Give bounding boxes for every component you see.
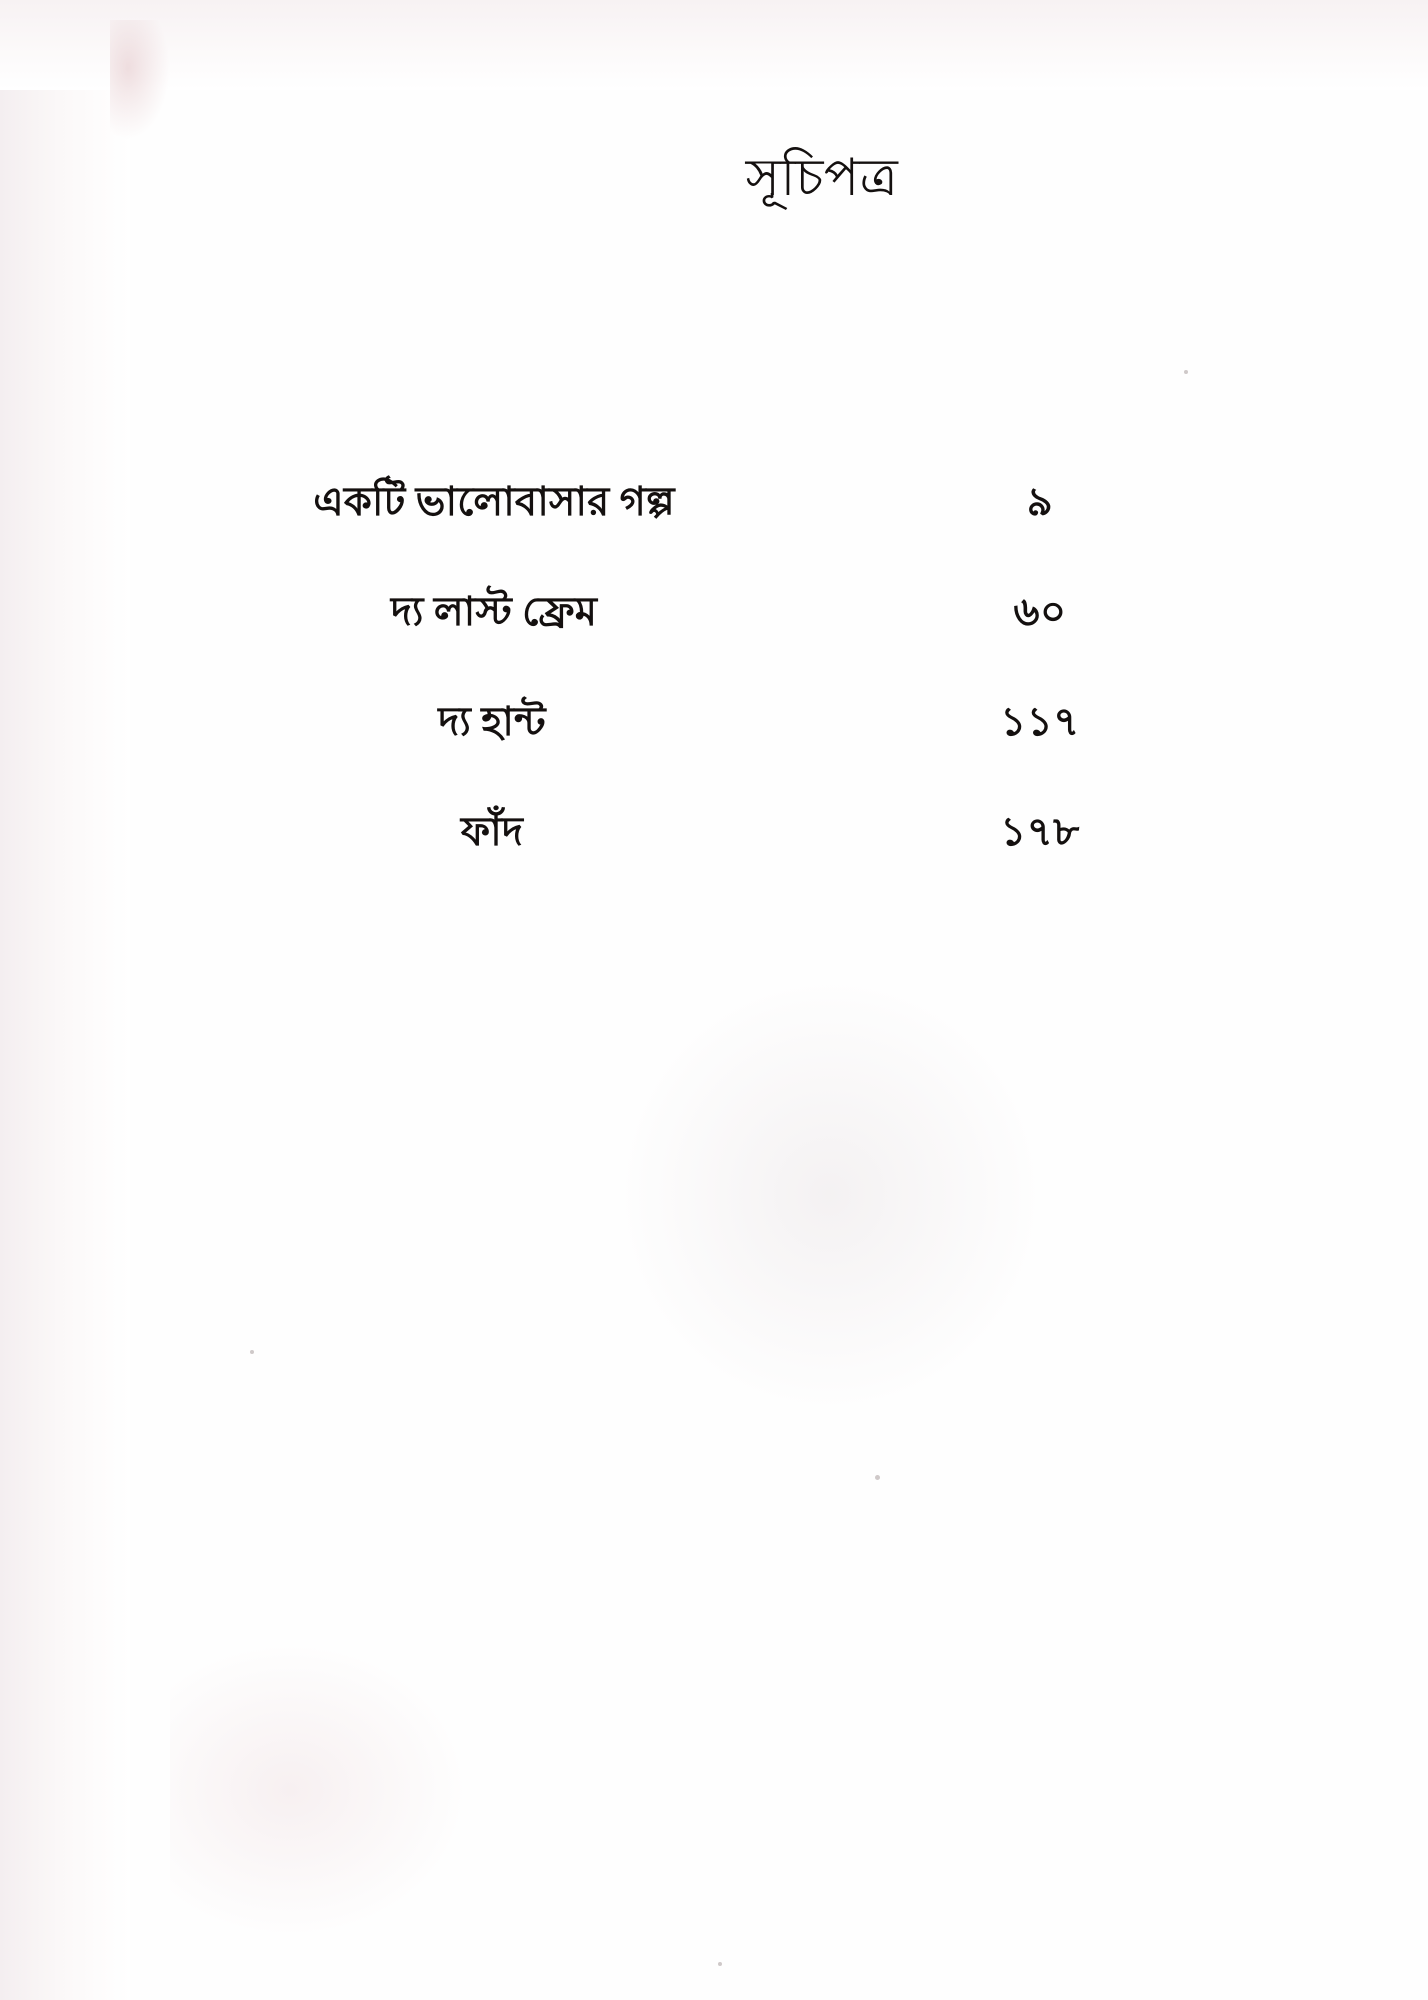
toc-entry-page-number: ১৭৮	[1000, 809, 1080, 854]
paper-smudge	[110, 20, 170, 140]
toc-entry-title: দ্য লাস্ট ফ্রেম	[390, 589, 598, 634]
toc-entry[interactable]	[180, 470, 1130, 580]
paper-speck	[718, 1962, 722, 1966]
toc-entry-title: দ্য হান্ট	[438, 699, 546, 744]
paper-top-shading	[0, 0, 1428, 90]
table-of-contents	[180, 470, 1130, 910]
paper-edge-shading	[0, 0, 130, 2000]
toc-entry-page-number: ১১৭	[1000, 699, 1080, 744]
toc-entry-page-number: ৯	[1026, 479, 1054, 524]
page-title: সূচিপত্র	[745, 150, 899, 207]
paper-show-through-lower	[170, 1640, 470, 1940]
toc-entry-title: একটি ভালোবাসার গল্প	[313, 479, 675, 524]
toc-entry-page-number: ৬০	[1013, 589, 1067, 634]
paper-speck	[250, 1350, 254, 1354]
paper-speck	[875, 1475, 880, 1480]
toc-entry[interactable]	[180, 800, 1130, 910]
toc-entry[interactable]	[180, 690, 1130, 800]
paper-show-through	[620, 980, 1040, 1410]
paper-speck	[1184, 370, 1188, 374]
toc-entry-title: ফাঁদ	[460, 809, 524, 854]
toc-entry[interactable]	[180, 580, 1130, 690]
